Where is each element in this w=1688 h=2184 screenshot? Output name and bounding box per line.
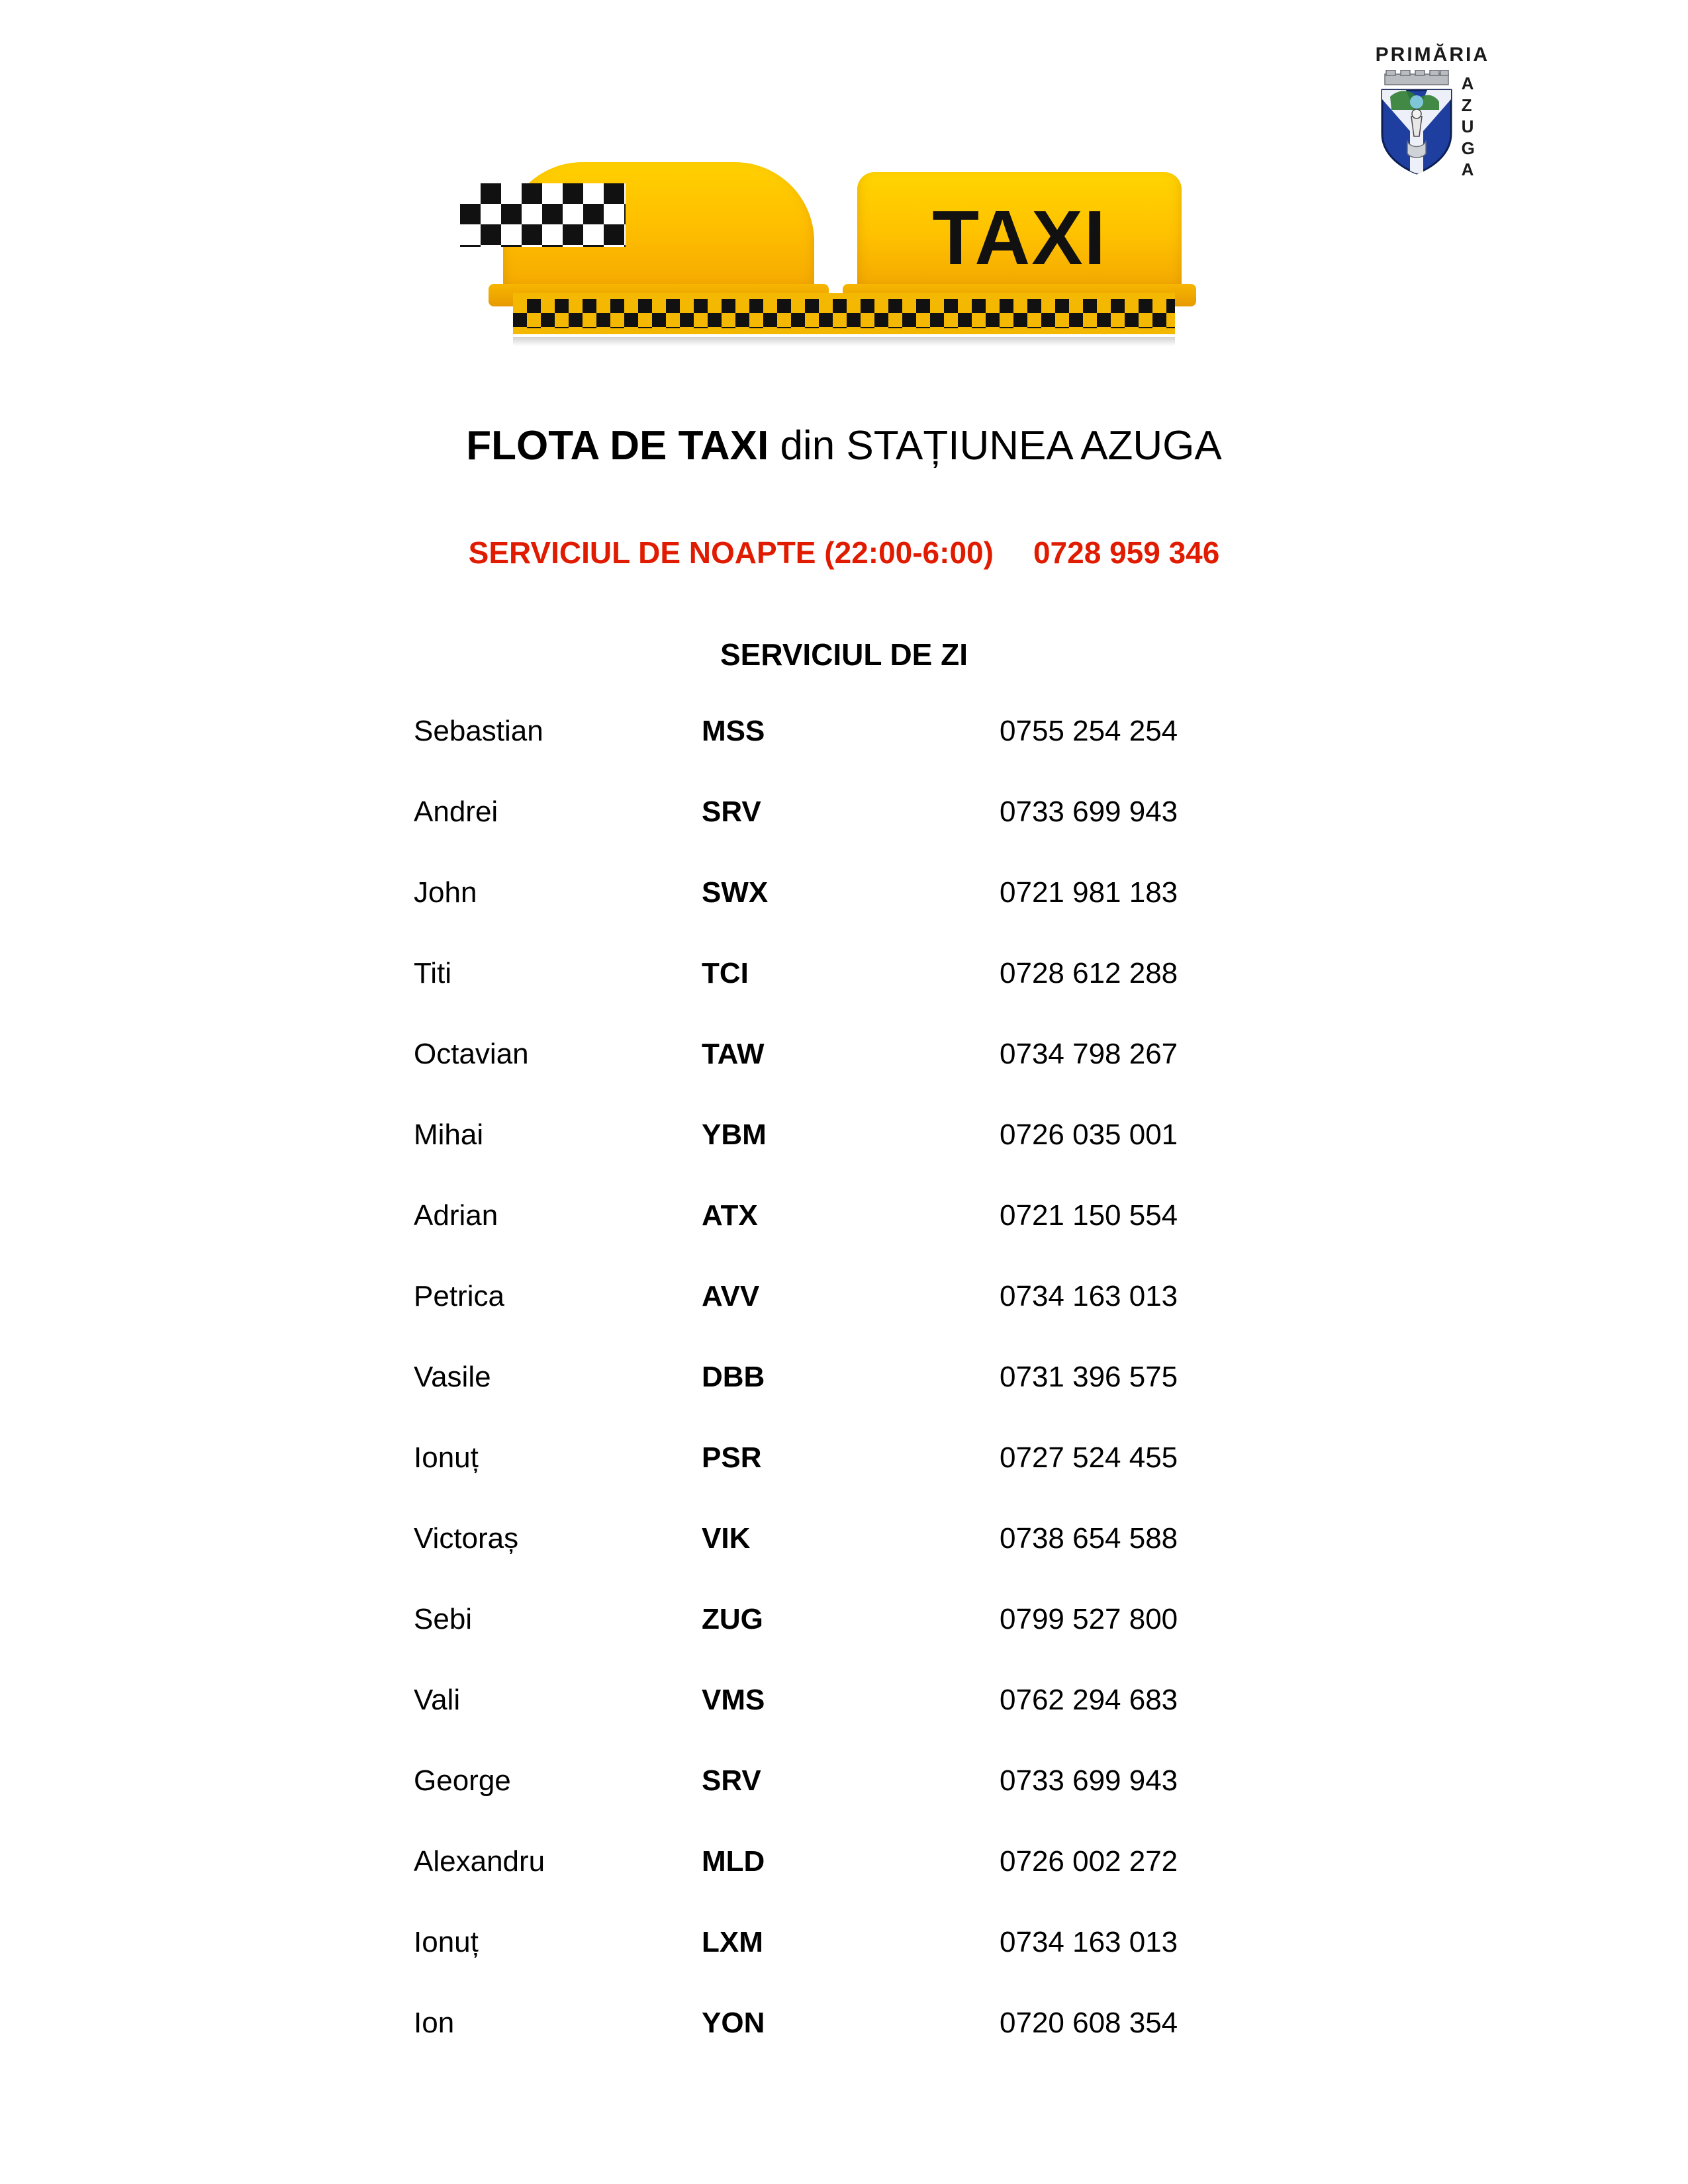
driver-phone: 0734 798 267 <box>1000 1038 1178 1070</box>
page-title-rest: din STAȚIUNEA AZUGA <box>769 423 1222 469</box>
driver-code: TCI <box>702 957 749 989</box>
crest-letter: G <box>1461 138 1476 158</box>
table-row <box>0 1199 1688 1280</box>
driver-name: Sebi <box>414 1603 473 1635</box>
table-row <box>0 1522 1688 1603</box>
driver-name: Vali <box>414 1684 461 1716</box>
table-row <box>0 1684 1688 1764</box>
driver-code: VIK <box>702 1522 751 1555</box>
table-row <box>0 1845 1688 1926</box>
crest-letter: A <box>1461 159 1475 179</box>
table-row <box>0 1280 1688 1361</box>
driver-name: Alexandru <box>414 1845 545 1878</box>
driver-name: Ionuț <box>414 1441 479 1474</box>
driver-phone: 0727 524 455 <box>1000 1441 1178 1474</box>
strip-shadow <box>513 337 1175 346</box>
table-row <box>0 957 1688 1038</box>
driver-phone: 0721 150 554 <box>1000 1199 1178 1232</box>
crest-letter: A <box>1461 73 1475 93</box>
driver-code: MLD <box>702 1845 765 1878</box>
table-row <box>0 2007 1688 2087</box>
driver-phone: 0726 035 001 <box>1000 1118 1178 1151</box>
driver-phone: 0733 699 943 <box>1000 1764 1178 1797</box>
table-row <box>0 796 1688 876</box>
day-service-heading: SERVICIUL DE ZI <box>720 637 968 672</box>
driver-name: Petrica <box>414 1280 504 1312</box>
driver-phone: 0762 294 683 <box>1000 1684 1178 1716</box>
driver-code: PSR <box>702 1441 762 1474</box>
driver-name: Andrei <box>414 796 498 828</box>
checker-strip-icon <box>513 293 1175 334</box>
driver-phone: 0720 608 354 <box>1000 2007 1178 2039</box>
driver-name: Mihai <box>414 1118 484 1151</box>
driver-phone: 0726 002 272 <box>1000 1845 1178 1878</box>
drivers-table <box>0 715 1688 2087</box>
driver-phone: 0799 527 800 <box>1000 1603 1178 1635</box>
driver-phone: 0755 254 254 <box>1000 715 1178 747</box>
driver-code: TAW <box>702 1038 765 1070</box>
driver-name: Victoraș <box>414 1522 519 1555</box>
driver-phone: 0728 612 288 <box>1000 957 1178 989</box>
table-row <box>0 1441 1688 1522</box>
driver-code: SRV <box>702 1764 761 1797</box>
driver-name: Adrian <box>414 1199 498 1232</box>
driver-code: SRV <box>702 796 761 828</box>
driver-code: MSS <box>702 715 765 747</box>
driver-name: Titi <box>414 957 452 989</box>
driver-name: Octavian <box>414 1038 529 1070</box>
crest-letter: Z <box>1461 95 1473 115</box>
table-row <box>0 715 1688 796</box>
table-row <box>0 1926 1688 2007</box>
driver-code: LXM <box>702 1926 763 1958</box>
table-row <box>0 1603 1688 1684</box>
taxi-word-label: TAXI <box>932 195 1107 281</box>
driver-code: ATX <box>702 1199 758 1232</box>
driver-phone: 0738 654 588 <box>1000 1522 1178 1555</box>
driver-name: George <box>414 1764 511 1797</box>
crest-letter: U <box>1461 116 1475 136</box>
driver-phone: 0734 163 013 <box>1000 1280 1178 1312</box>
table-row <box>0 1361 1688 1441</box>
driver-name: Ion <box>414 2007 455 2039</box>
table-row <box>0 876 1688 957</box>
taxi-illustration <box>0 149 1688 387</box>
page-title <box>0 424 1688 469</box>
driver-code: ZUG <box>702 1603 763 1635</box>
driver-code: AVV <box>702 1280 760 1312</box>
table-row <box>0 1764 1688 1845</box>
driver-phone: 0721 981 183 <box>1000 876 1178 909</box>
checker-pattern-icon <box>460 183 626 247</box>
driver-code: SWX <box>702 876 769 909</box>
driver-name: Vasile <box>414 1361 491 1393</box>
page-title-bold: FLOTA DE TAXI <box>466 423 769 469</box>
driver-name: Sebastian <box>414 715 543 747</box>
night-service-line <box>0 535 1688 570</box>
driver-code: DBB <box>702 1361 765 1393</box>
night-service-label: SERVICIUL DE NOAPTE (22:00-6:00) <box>468 535 994 570</box>
driver-name: John <box>414 876 477 909</box>
driver-phone: 0734 163 013 <box>1000 1926 1178 1958</box>
driver-code: YBM <box>702 1118 767 1151</box>
crest-primaria-label: PRIMĂRIA <box>1375 44 1489 66</box>
driver-phone: 0731 396 575 <box>1000 1361 1178 1393</box>
table-row <box>0 1118 1688 1199</box>
table-row <box>0 1038 1688 1118</box>
night-service-phone: 0728 959 346 <box>1033 535 1220 570</box>
driver-phone: 0733 699 943 <box>1000 796 1178 828</box>
driver-name: Ionuț <box>414 1926 479 1958</box>
driver-code: VMS <box>702 1684 765 1716</box>
driver-code: YON <box>702 2007 765 2039</box>
